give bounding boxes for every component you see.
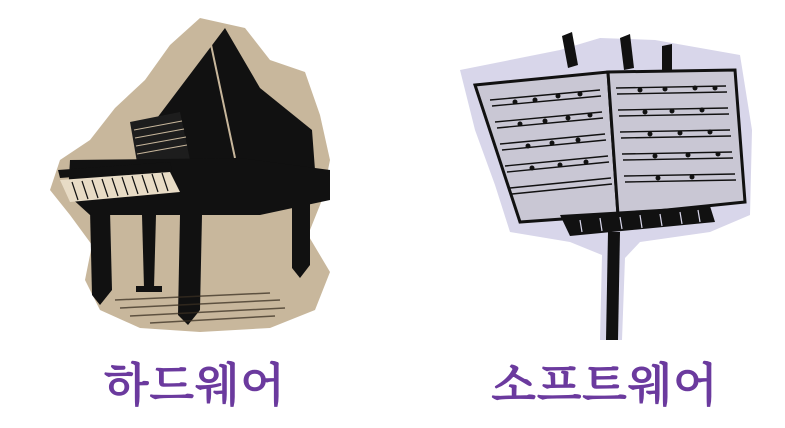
grand-piano-icon [30,10,360,340]
software-panel [440,0,770,428]
hardware-caption: 하드웨어 [104,358,286,412]
software-caption: 소프트웨어 [491,358,719,412]
hardware-panel [30,0,360,428]
music-stand-icon [440,10,770,340]
